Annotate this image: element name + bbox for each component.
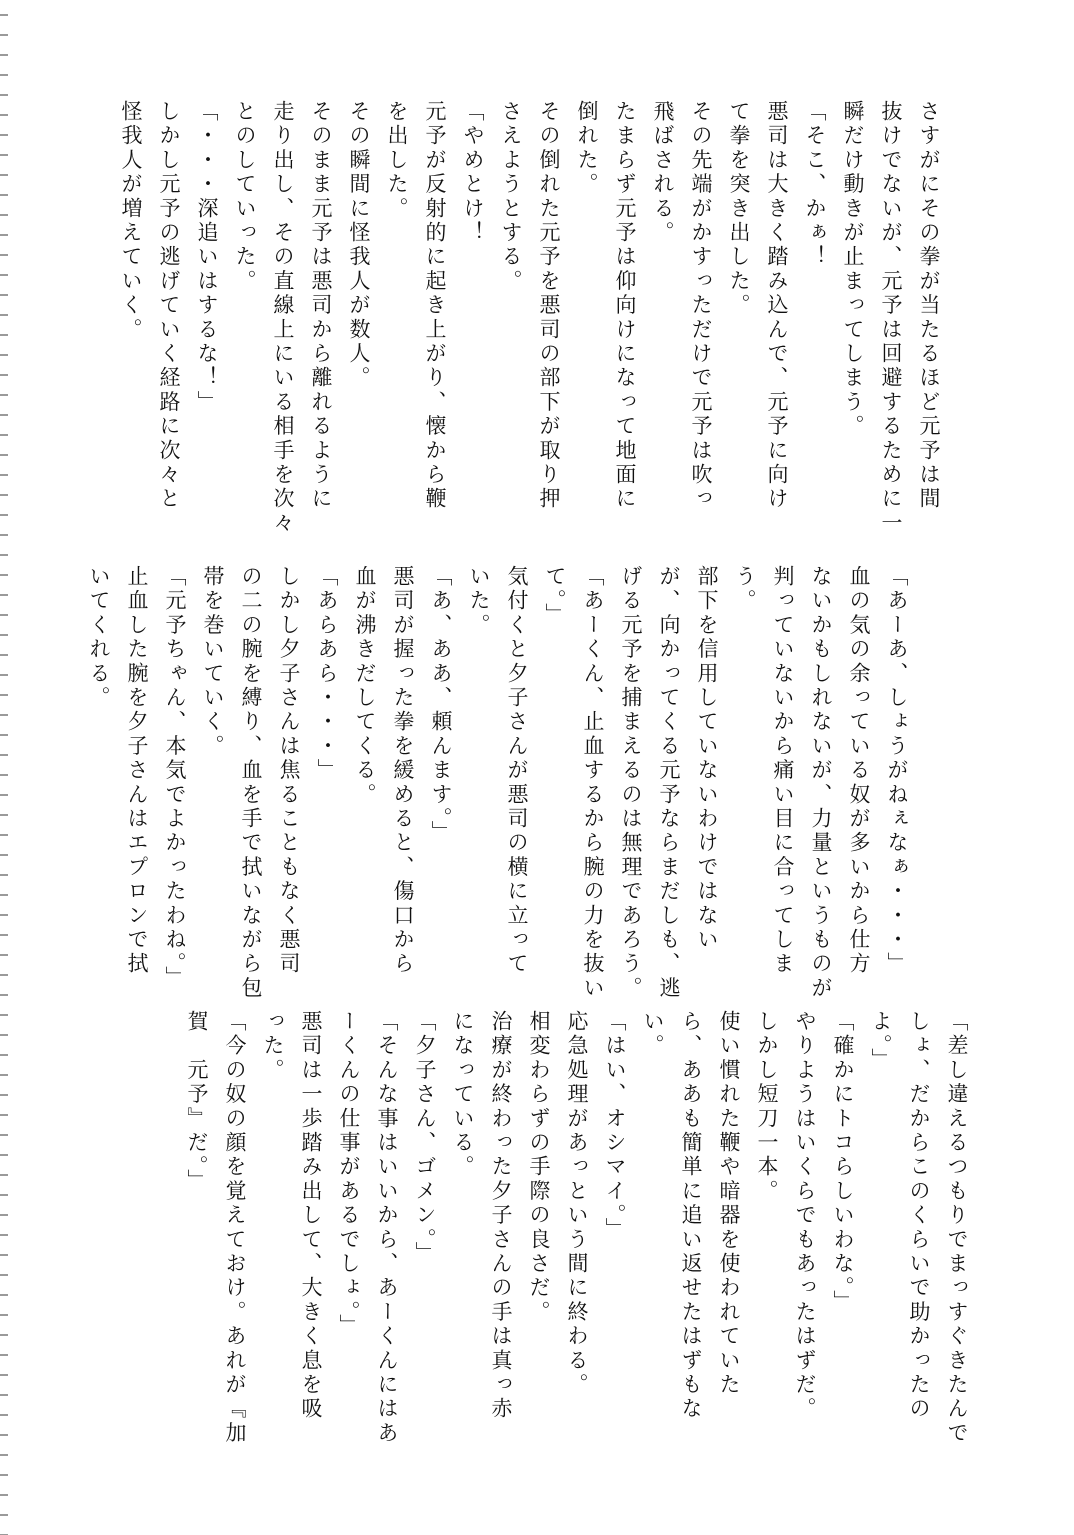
text-line: 応急処理があっという間に終わる。 — [565, 1010, 589, 1398]
text-line: 血の気の余っている奴が多いから仕方 — [847, 565, 871, 977]
text-line: 「あーあ、しょうがねぇなぁ・・・」 — [885, 565, 909, 977]
text-line: 飛ばされる。 — [651, 100, 675, 246]
text-line: 帯を巻いていく。 — [201, 565, 225, 759]
text-line: げる元予を捕まえるのは無理であろう。 — [619, 565, 643, 1001]
text-block-bottom — [178, 1010, 976, 1446]
text-line: ないかもしれないが、力量というものが — [809, 565, 833, 1001]
text-line: 悪司は大きく踏み込んで、元予に向け — [765, 100, 789, 512]
text-line: 「やめとけ！ — [461, 100, 485, 246]
text-line: 使い慣れた鞭や暗器を使われていた — [717, 1010, 741, 1398]
page-binding-edge — [0, 0, 8, 1535]
text-line: った。 — [261, 1010, 285, 1083]
text-line: 「元予ちゃん、本気でよかったわね。」 — [163, 565, 187, 991]
text-line: 判っていないから痛い目に合ってしま — [771, 565, 795, 977]
text-line: 止血した腕を夕子さんはエプロンで拭 — [125, 565, 149, 977]
text-line: 「確かにトコらしいわな。」 — [831, 1010, 855, 1315]
text-line: 治療が終わった夕子さんの手は真っ赤 — [489, 1010, 513, 1422]
text-line: 悪司が握った拳を緩めると、傷口から — [391, 565, 415, 977]
text-line: 「はい、オシマイ。」 — [603, 1010, 627, 1242]
text-line: いてくれる。 — [87, 565, 111, 711]
text-line: 相変わらずの手際の良さだ。 — [527, 1010, 551, 1325]
text-line: いた。 — [467, 565, 491, 638]
text-line: よ。」 — [869, 1010, 893, 1073]
text-line: 賀 元予』だ。」 — [185, 1010, 209, 1194]
text-line: 走り出し、その直線上にいる相手を次々 — [271, 100, 295, 536]
text-line: しかし短刀一本。 — [755, 1010, 779, 1204]
text-line: しょ、だからこのくらいで助かったの — [907, 1010, 931, 1422]
text-line: その倒れた元予を悪司の部下が取り押 — [537, 100, 561, 512]
text-line: 気付くと夕子さんが悪司の横に立って — [505, 565, 529, 977]
text-block-middle — [80, 565, 916, 1001]
text-line: やりようはいくらでもあったはずだ。 — [793, 1010, 817, 1422]
text-line: 血が沸きだしてくる。 — [353, 565, 377, 807]
text-line: になっている。 — [451, 1010, 475, 1180]
text-line: 倒れた。 — [575, 100, 599, 197]
text-line: たまらず元予は仰向けになって地面に — [613, 100, 637, 512]
text-line: 「・・・深追いはするな！」 — [195, 100, 219, 415]
text-line: 「そんな事はいいから、あーくんにはあ — [375, 1010, 399, 1446]
text-line: そのまま元予は悪司から離れるように — [309, 100, 333, 512]
text-line: ーくんの仕事があるでしょ。」 — [337, 1010, 361, 1339]
text-block-top — [112, 100, 948, 540]
text-line: 部下を信用していないわけではない — [695, 565, 719, 953]
text-line: を出した。 — [385, 100, 409, 221]
text-line: 怪我人が増えていく。 — [119, 100, 143, 342]
text-line: その先端がかすっただけで元予は吹っ — [689, 100, 713, 512]
text-line: が、向かってくる元予ならまだしも、逃 — [657, 565, 681, 1001]
text-line: 「差し違えるつもりでまっすぐきたんで — [945, 1010, 969, 1446]
text-line: い。 — [641, 1010, 665, 1059]
text-line: の二の腕を縛り、血を手で拭いながら包 — [239, 565, 263, 1001]
text-line: 「夕子さん、ゴメン。」 — [413, 1010, 437, 1266]
text-line: とのしていった。 — [233, 100, 257, 294]
text-line: て拳を突き出した。 — [727, 100, 751, 318]
text-line: 「今の奴の顔を覚えておけ。あれが『加 — [223, 1010, 247, 1446]
text-line: 抜けでないが、元予は回避するために一 — [879, 100, 903, 536]
text-line: て。」 — [543, 565, 567, 628]
text-line: う。 — [733, 565, 757, 614]
text-line: 「あらあら・・・」 — [315, 565, 339, 783]
text-line: ら、ああも簡単に追い返せたはずもな — [679, 1010, 703, 1422]
text-line: さすがにその拳が当たるほど元予は間 — [917, 100, 941, 512]
text-line: 悪司は一歩踏み出して、大きく息を吸 — [299, 1010, 323, 1422]
text-line: 瞬だけ動きが止まってしまう。 — [841, 100, 865, 439]
text-line: さえようとする。 — [499, 100, 523, 294]
text-line: しかし元予の逃げていく経路に次々と — [157, 100, 181, 512]
text-line: その瞬間に怪我人が数人。 — [347, 100, 371, 391]
text-line: しかし夕子さんは焦ることもなく悪司 — [277, 565, 301, 977]
text-line: 「あ、ああ、頼んます。」 — [429, 565, 453, 845]
text-line: 元予が反射的に起き上がり、懐から鞭 — [423, 100, 447, 512]
text-line: 「そこ、かぁ！ — [803, 100, 827, 270]
text-line: 「あーくん、止血するから腕の力を抜い — [581, 565, 605, 1001]
